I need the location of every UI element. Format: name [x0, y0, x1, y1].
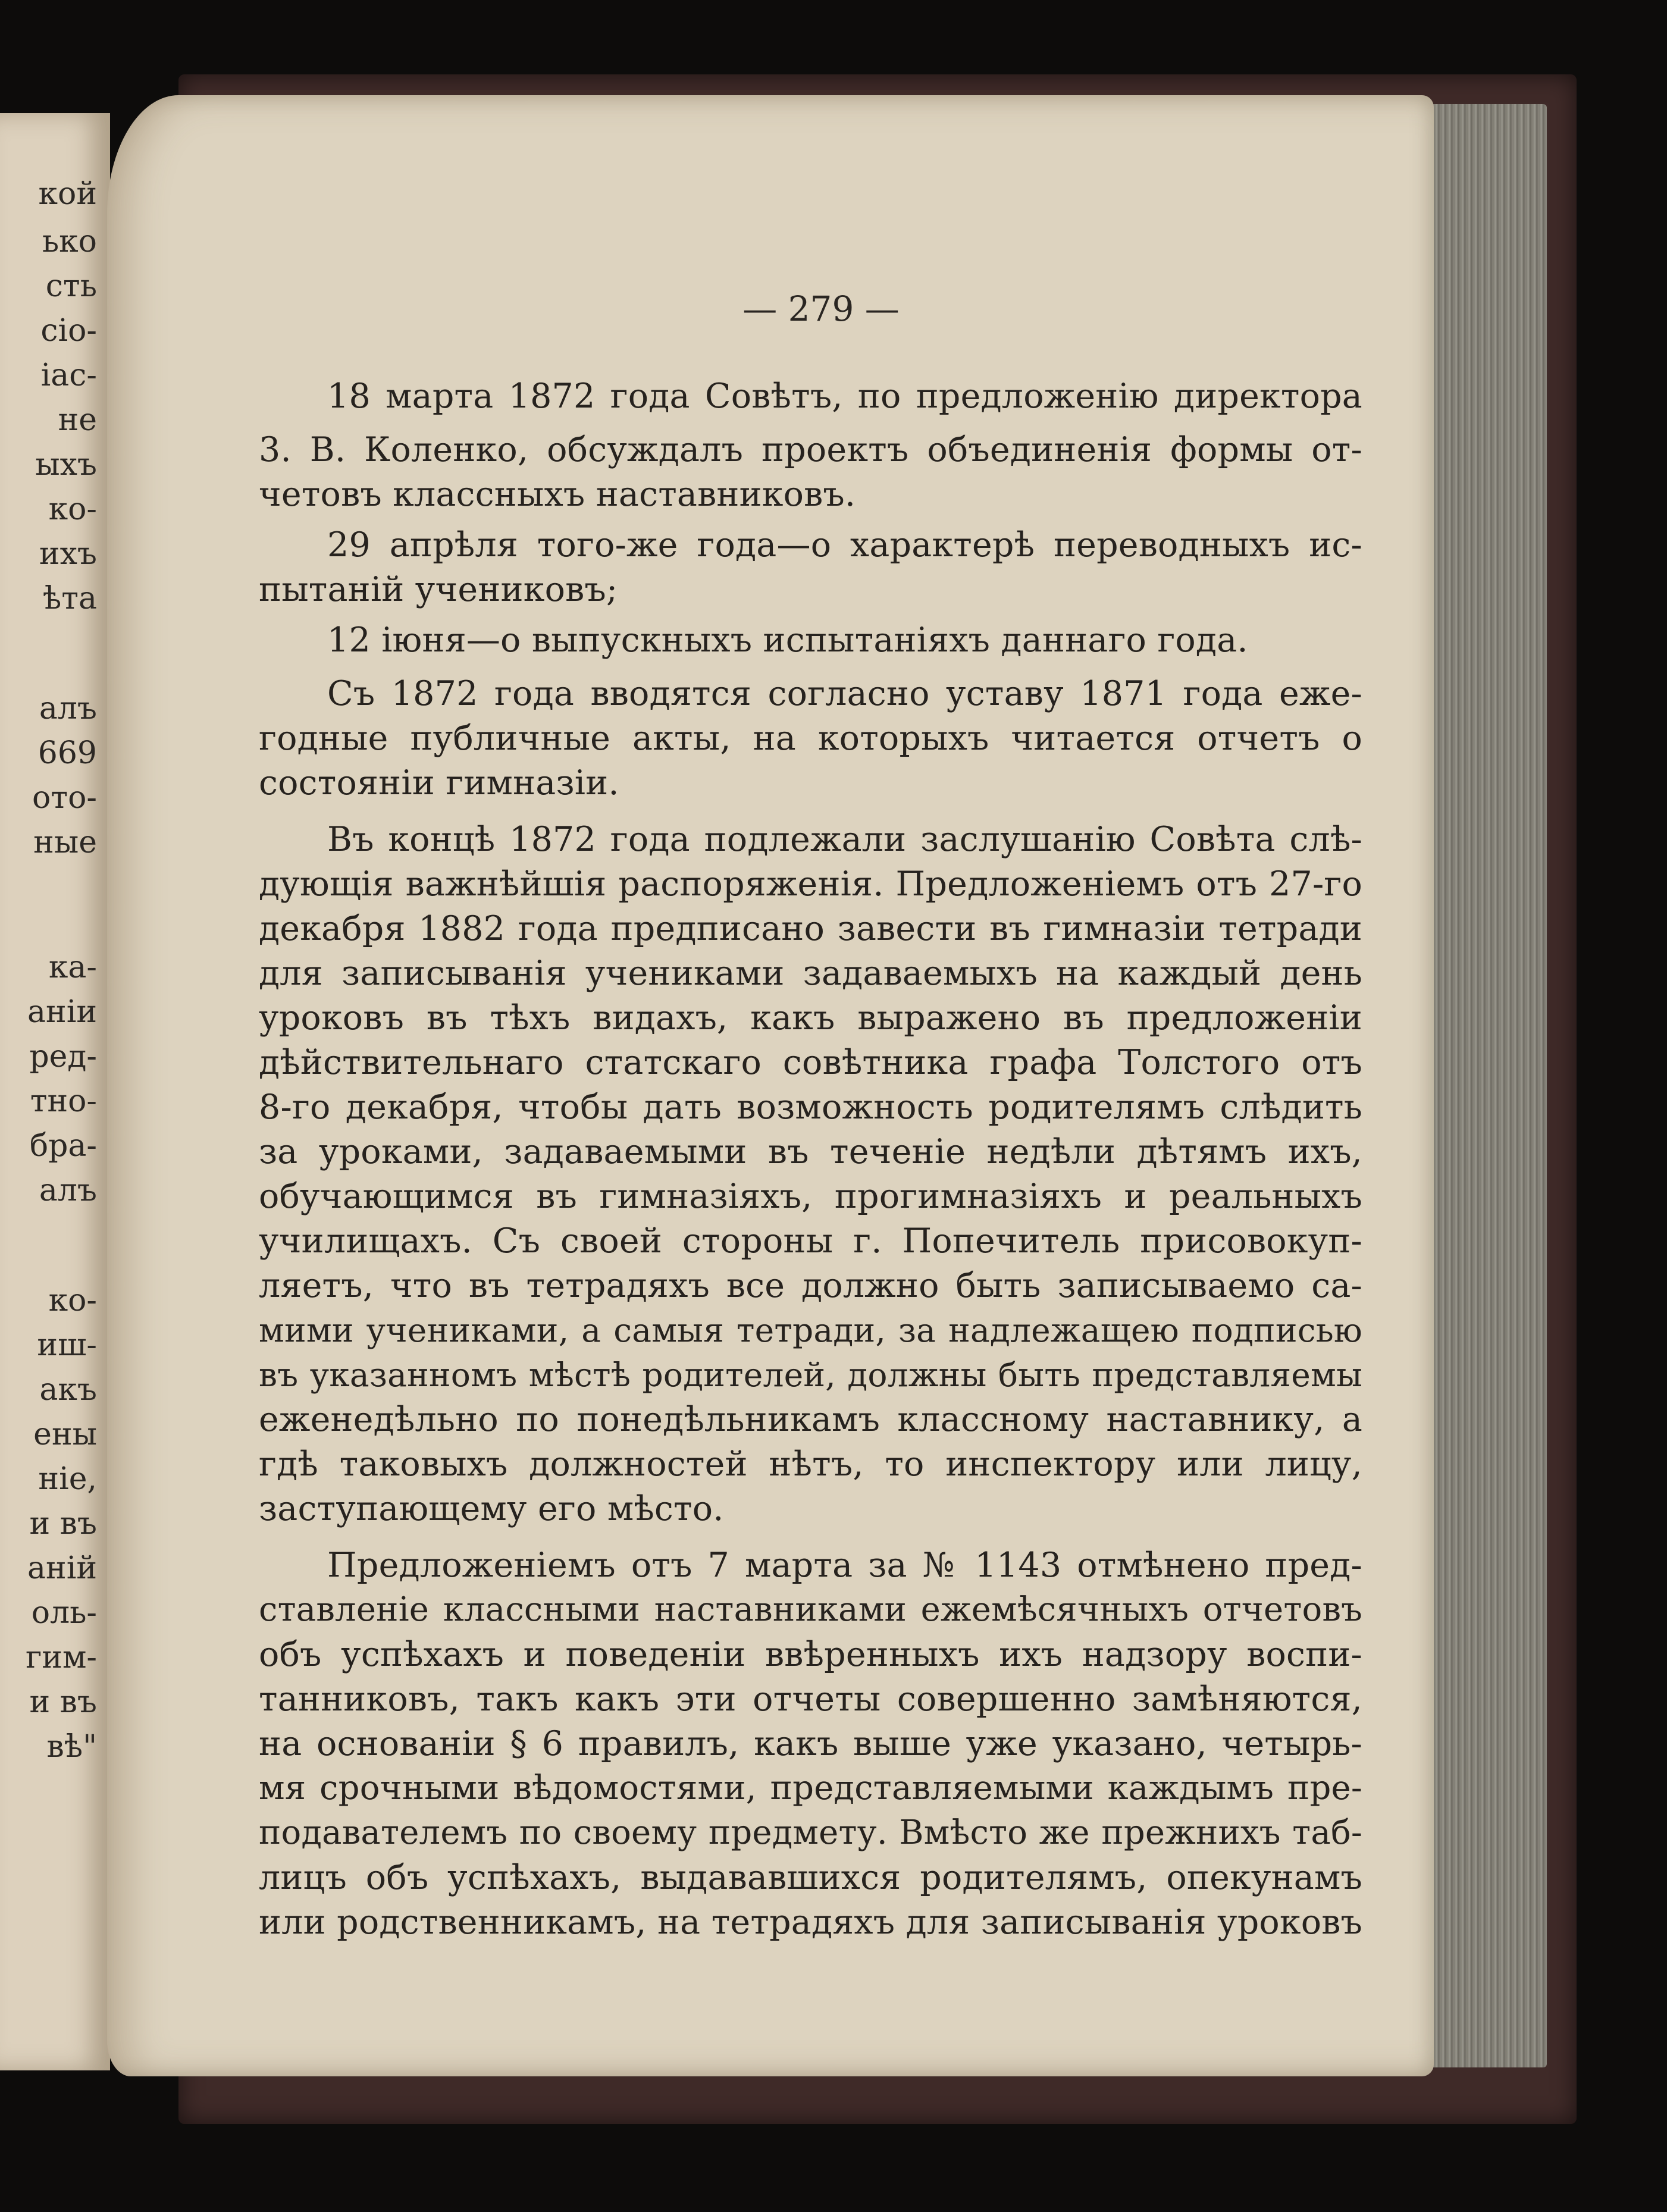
left-page-text-fragment: бра- [29, 1128, 97, 1164]
left-page-text-fragment: ные [33, 825, 97, 860]
text-line: мя срочными вѣдомостями, представляемыми каждымъ пре- [259, 1769, 1362, 1807]
left-page-fragment [0, 113, 110, 2070]
text-line: для записыванія учениками задаваемыхъ на каждый день [259, 954, 1362, 993]
left-page-text-fragment: ко- [48, 1283, 97, 1318]
text-line: училищахъ. Съ своей стороны г. Попечитель присовокуп- [259, 1221, 1362, 1261]
text-line: 29 апрѣля того-же года—о характерѣ переводныхъ ис- [327, 525, 1362, 565]
left-page-text-fragment: ко- [48, 491, 97, 527]
text-line: ставленіе классными наставниками ежемѣсячныхъ отчетовъ [259, 1590, 1362, 1629]
text-line: Предложеніемъ отъ 7 марта за № 1143 отмѣнено пред- [327, 1546, 1362, 1585]
left-page-text-fragment: ены [33, 1417, 97, 1452]
text-line: пытаній учениковъ; [259, 570, 618, 609]
left-page-text-fragment: аніи [27, 994, 97, 1030]
left-page-text-fragment: и въ [29, 1684, 97, 1720]
text-line: Въ концѣ 1872 года подлежали заслушанію Совѣта слѣ- [327, 820, 1362, 859]
main-page [107, 95, 1434, 2076]
left-page-text-fragment: и въ [29, 1506, 97, 1541]
left-page-text-fragment: тно- [30, 1083, 97, 1119]
left-page-text-fragment: ред- [29, 1039, 97, 1074]
text-line: за уроками, задаваемыми въ теченіе недѣли дѣтямъ ихъ, [259, 1132, 1362, 1171]
text-line: ляетъ, что въ тетрадяхъ все должно быть записываемо са- [259, 1266, 1362, 1305]
left-page-text-fragment: иш- [37, 1327, 97, 1363]
left-page-text-fragment: ихъ [39, 536, 97, 572]
left-page-text-fragment: ото- [32, 780, 97, 816]
text-line: объ успѣхахъ и поведеніи ввѣренныхъ ихъ надзору воспи- [259, 1635, 1362, 1674]
text-line: обучающимся въ гимназіяхъ, прогимназіяхъ и реальныхъ [259, 1177, 1362, 1216]
text-line: подавателемъ по своему предмету. Вмѣсто же прежнихъ таб- [259, 1813, 1362, 1852]
text-line: годные публичные акты, на которыхъ читается отчетъ о [259, 719, 1362, 758]
left-page-text-fragment: ка- [48, 950, 97, 985]
text-line: дующія важнѣйшія распоряженія. Предложеніемъ отъ 27-го [259, 864, 1362, 904]
text-line: танниковъ, такъ какъ эти отчеты совершенно замѣняются, [259, 1680, 1362, 1719]
text-line: уроковъ въ тѣхъ видахъ, какъ выражено въ предложеніи [259, 998, 1362, 1038]
text-line: или родственникамъ, на тетрадяхъ для записыванія уроковъ [259, 1903, 1362, 1942]
text-line: гдѣ таковыхъ должностей нѣтъ, то инспектору или лицу, [259, 1445, 1362, 1484]
text-line: декабря 1882 года предписано завести въ гимназіи тетради [259, 909, 1362, 948]
text-line: 18 марта 1872 года Совѣтъ, по предложенію директора [327, 377, 1362, 416]
page-number: — 279 — [742, 289, 900, 329]
text-line: мими учениками, а самыя тетради, за надлежащею подписью [259, 1311, 1362, 1349]
page-edges [1428, 104, 1547, 2067]
text-line: дѣйствительнаго статскаго совѣтника графа Толстого отъ [259, 1043, 1362, 1082]
text-line: заступающему его мѣсто. [259, 1489, 724, 1528]
text-line: четовъ классныхъ наставниковъ. [259, 475, 856, 514]
left-page-text-fragment: ѣта [42, 581, 97, 616]
left-page-text-fragment: аній [27, 1550, 97, 1586]
text-line: въ указанномъ мѣстѣ родителей, должны быть представляемы [259, 1356, 1362, 1394]
text-line: 3. В. Коленко, обсуждалъ проектъ объединенія формы от- [259, 430, 1362, 469]
text-line: лицъ объ успѣхахъ, выдававшихся родителямъ, опекунамъ [259, 1858, 1362, 1897]
left-page-text-fragment: вѣ" [46, 1729, 97, 1765]
left-page-text-fragment: не [58, 402, 97, 438]
left-page-text-fragment: алъ [39, 1173, 97, 1208]
left-page-text-fragment: сть [45, 268, 97, 304]
text-line: Съ 1872 года вводятся согласно уставу 1871 года еже- [327, 674, 1362, 713]
left-page-text-fragment: гим- [26, 1640, 97, 1675]
left-page-text-fragment: ніе, [38, 1461, 97, 1497]
left-page-text-fragment: ько [42, 224, 97, 259]
text-line: 12 іюня—о выпускныхъ испытаніяхъ даннаго года. [327, 621, 1248, 660]
text-line: на основаніи § 6 правилъ, какъ выше уже указано, четырь- [259, 1724, 1362, 1763]
left-page-text-fragment: 669 [37, 735, 97, 771]
left-page-text-fragment: кой [38, 176, 97, 212]
left-page-text-fragment: ыхъ [35, 447, 97, 482]
text-line: состояніи гимназіи. [259, 763, 619, 803]
left-page-text-fragment: іас- [40, 358, 97, 393]
left-page-text-fragment: акъ [39, 1372, 97, 1408]
text-line: еженедѣльно по понедѣльникамъ классному наставнику, а [259, 1400, 1362, 1439]
left-page-text-fragment: сіо- [40, 313, 97, 349]
left-page-text-fragment: оль- [31, 1595, 97, 1631]
text-line: 8-го декабря, чтобы дать возможность родителямъ слѣдить [259, 1088, 1362, 1127]
left-page-text-fragment: алъ [39, 691, 97, 726]
